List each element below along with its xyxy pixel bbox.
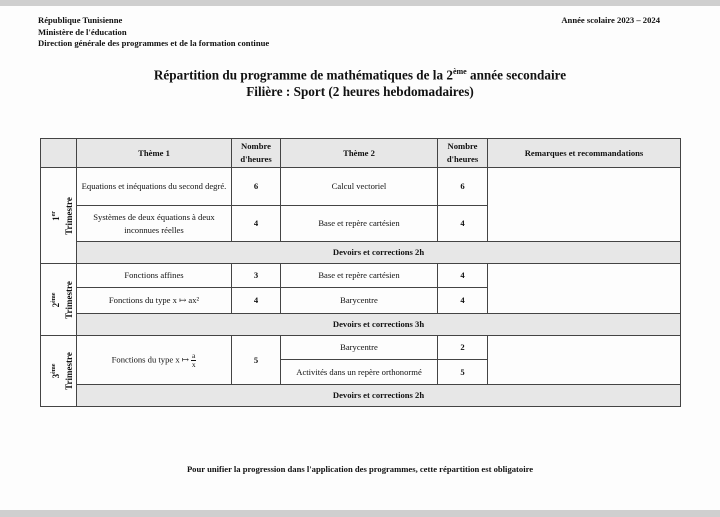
trimestre-1-label: 1er Trimestre <box>41 168 77 264</box>
t3-remarks <box>488 336 681 385</box>
t2-r1-hours2: 4 <box>438 264 488 288</box>
t1-r1-hours1: 6 <box>232 168 281 206</box>
t1-r2-hours1: 4 <box>232 206 281 242</box>
footer-note: Pour unifier la progression dans l'application des programmes, cette répartition est obligatoire <box>186 464 534 474</box>
t3-r1-hours2: 2 <box>438 336 488 360</box>
t1-r2-theme1: Systèmes de deux équations à deux inconnues réelles <box>77 206 232 242</box>
t3-r2-theme2: Activités dans un repère orthonormé <box>281 360 438 385</box>
table-row <box>41 385 681 407</box>
t2-remarks <box>488 264 681 314</box>
title-line1: Répartition du programme de mathématiques de la 2ème année secondaire <box>153 67 567 83</box>
t2-r1-theme1: Fonctions affines <box>77 264 232 288</box>
trimestre-2-label: 2ème Trimestre <box>41 264 77 336</box>
header-ministry: Ministère de l'éducation <box>38 26 127 37</box>
header-remarks: Remarques et recommandations <box>488 139 681 168</box>
t1-r1-theme1: Equations et inéquations du second degré. <box>77 168 232 206</box>
t2-r2-hours2: 4 <box>438 288 488 314</box>
t2-devoirs: Devoirs et corrections 3h <box>77 314 681 336</box>
header-hours1: Nombre d'heures <box>232 139 281 168</box>
t1-r1-theme2: Calcul vectoriel <box>281 168 438 206</box>
table-row <box>41 264 681 288</box>
table-row <box>41 336 681 360</box>
header-theme2: Thème 2 <box>281 139 438 168</box>
t3-devoirs: Devoirs et corrections 2h <box>77 385 681 407</box>
t1-r2-theme2: Base et repère cartésien <box>281 206 438 242</box>
t1-remarks <box>488 168 681 242</box>
page-title <box>0 63 720 100</box>
fraction-a-over-x: $\frac{a}{x}$ <box>191 350 196 369</box>
t2-r2-theme2: Barycentre <box>281 288 438 314</box>
title-line2: Filière : Sport (2 heures hebdomadaires) <box>246 84 474 100</box>
header-hours2: Nombre d'heures <box>438 139 488 168</box>
table-row <box>41 242 681 264</box>
t3-r1-theme2: Barycentre <box>281 336 438 360</box>
table-row <box>41 168 681 206</box>
header-institution <box>38 15 269 50</box>
t1-devoirs: Devoirs et corrections 2h <box>77 242 681 264</box>
header-empty <box>41 139 77 168</box>
header-school-year: Année scolaire 2023 – 2024 <box>561 15 660 25</box>
trimestre-3-label: 3ème Trimestre <box>41 336 77 407</box>
t3-theme1: Fonctions du type x ↦ $\frac{a}{x}$ <box>77 336 232 385</box>
t2-r2-hours1: 4 <box>232 288 281 314</box>
program-table <box>40 138 681 407</box>
top-border <box>0 0 720 6</box>
header-theme1: Thème 1 <box>77 139 232 168</box>
t2-r2-theme1: Fonctions du type x ↦ ax² <box>77 288 232 314</box>
t1-r1-hours2: 6 <box>438 168 488 206</box>
table-row <box>41 314 681 336</box>
t2-r1-hours1: 3 <box>232 264 281 288</box>
t3-r2-hours2: 5 <box>438 360 488 385</box>
t3-hours1: 5 <box>232 336 281 385</box>
bottom-border <box>0 510 720 517</box>
table-header-row <box>41 139 681 168</box>
t1-r2-hours2: 4 <box>438 206 488 242</box>
header-direction: Direction générale des programmes et de la formation continue <box>38 38 270 48</box>
t2-r1-theme2: Base et repère cartésien <box>281 264 438 288</box>
header-country: République Tunisienne <box>38 15 123 25</box>
